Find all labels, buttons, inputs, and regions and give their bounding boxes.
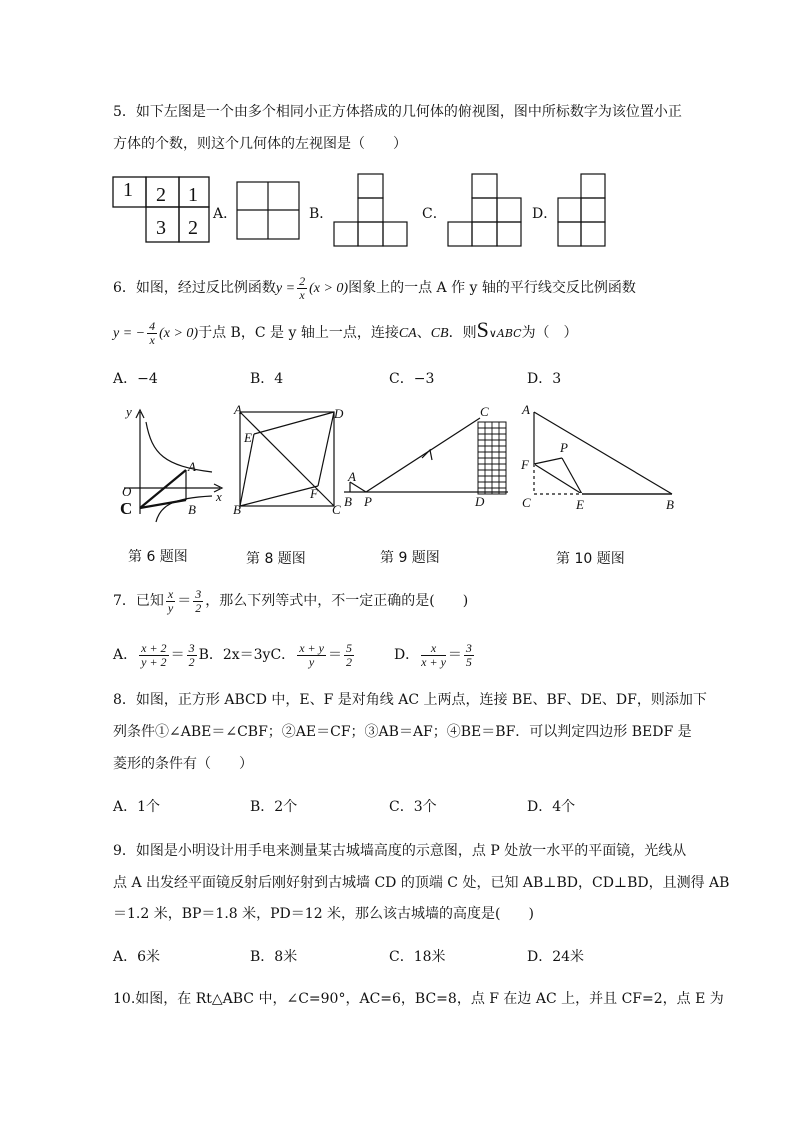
q5-grid-num: 1 (123, 179, 133, 201)
fig8-label-e: E (244, 430, 252, 445)
q5-line2: 方体的个数，则这个几何体的左视图是（ ） (113, 136, 407, 152)
fig9-label-a: A (348, 469, 356, 484)
fig10-label-a: A (522, 402, 530, 417)
q9-line3: ＝1.2 米，BP＝1.8 米，PD＝12 米，那么该古城墙的高度是( ) (113, 906, 534, 922)
q5-top-view-grid (112, 174, 212, 246)
q7-options (113, 638, 476, 672)
q8-option-d: D．4个 (527, 799, 576, 815)
q7-a-eq: ＝ (170, 647, 185, 663)
q6-stem-b: 图象上的一点 A 作 y 轴的平行线交反比例函数 (348, 280, 636, 296)
fig10-diagram (516, 404, 686, 518)
q7-stem-fraction: $\frac{x}{y}$ (167, 586, 174, 615)
q9-line2: 点 A 出发经平面镜反射后刚好射到古城墙 CD 的顶端 C 处，已知 AB⊥BD，CD⊥BD，且测得 AB (113, 875, 730, 891)
q8-option-c: C．3个 (389, 799, 437, 815)
q9-option-d: D．24米 (527, 949, 585, 965)
q7-a-ratio: $\frac{3}{2}$ (188, 640, 195, 669)
fig8-label-a: A (234, 402, 242, 417)
fig6-caption: 第 6 题图 (128, 549, 188, 565)
q7-d-fraction: $\frac{x}{x + y}$ (421, 640, 446, 669)
q9-option-b: B．8米 (250, 949, 298, 965)
q7-c-eq: ＝ (327, 647, 342, 663)
q6-stem-e: 为（ ） (521, 325, 578, 341)
q8-line1: 8．如图，正方形 ABCD 中，E、F 是对角线 AC 上两点，连接 BE、BF、DE、DF，则添加下 (113, 692, 707, 708)
fig6-label-b: B (188, 502, 196, 517)
q6-sep: 、 (416, 325, 431, 341)
q6-f1-lhs: y = (275, 281, 296, 296)
q7-c-ratio: $\frac{5}{2}$ (345, 640, 352, 669)
fig6-label-y: y (126, 404, 132, 419)
q6-f2-lhs: y = − (113, 326, 146, 341)
q5-choice-c-figure (447, 173, 523, 248)
q8-line3: 菱形的条件有（ ） (113, 756, 253, 772)
q10-line1: 10.如图，在 Rt△ABC 中，∠C=90°，AC=6，BC=8，点 F 在边 AC 上，并且 CF=2，点 E 为 (113, 991, 724, 1007)
q7-stem-ratio: $\frac{3}{2}$ (195, 586, 202, 615)
fig8-label-b: B (233, 502, 241, 517)
fig10-label-e: E (576, 497, 584, 512)
q5-choice-a-figure (236, 181, 300, 241)
fig10-label-b: B (666, 497, 674, 512)
q8-option-a: A．1个 (113, 799, 161, 815)
q6-f1-fraction: $\frac{2}{x}$ (299, 273, 306, 302)
fig6-label-o: O (122, 484, 132, 499)
q6-area-symbol: S (476, 317, 489, 342)
fig9-label-b: B (344, 494, 352, 509)
q5-line1: 5．如下左图是一个由多个相同小正方体搭成的几何体的俯视图，图中所标数字为该位置小正 (113, 104, 682, 120)
q5-grid-num: 2 (156, 184, 166, 206)
q9-option-c: C．18米 (389, 949, 446, 965)
q8-line2: 列条件①∠ABE＝∠CBF；②AE＝CF；③AB＝AF；④BE＝BF．可以判定四边形 BEDF 是 (113, 724, 692, 740)
fig8-label-d: D (334, 406, 344, 421)
fig9-label-p: P (364, 494, 372, 509)
fig10-caption: 第 10 题图 (556, 551, 625, 567)
q6-option-c: C．−3 (389, 371, 435, 387)
q9-line1: 9．如图是小明设计用手电来测量某古城墙高度的示意图，点 P 处放一水平的平面镜，光线从 (113, 843, 687, 859)
q5-grid-num: 3 (156, 217, 166, 239)
q5-grid-num: 1 (188, 184, 198, 206)
q5-grid-num: 2 (188, 217, 198, 239)
q6-f2-cond: (x > 0) (159, 326, 199, 341)
q6-option-a: A．−4 (113, 371, 158, 387)
fig10-label-f: F (521, 457, 529, 472)
q6-option-b: B．4 (250, 371, 284, 387)
q5-choice-d-label: D． (532, 206, 558, 222)
q5-choice-b-figure (333, 173, 409, 248)
q7-stem-eq: ＝ (177, 593, 192, 609)
q6-area-subscript: ∨ABC (488, 327, 522, 340)
q5-choice-d-figure (557, 173, 607, 248)
q6-stem-d: ．则 (448, 325, 477, 341)
fig9-label-c: C (480, 404, 489, 419)
q7-a-label: A． (113, 647, 138, 663)
fig9-caption: 第 9 题图 (380, 550, 440, 566)
fig8-diagram (232, 404, 348, 518)
fig6-diagram (116, 404, 228, 524)
q6-line2 (113, 314, 578, 346)
q7-stem-b: ，那么下列等式中，不一定正确的是( ) (205, 593, 469, 609)
q8-option-b: B．2个 (250, 799, 298, 815)
q6-stem-a: 6．如图，经过反比例函数 (113, 280, 276, 296)
q5-choice-b-label: B． (309, 206, 334, 222)
fig8-label-f: F (310, 486, 318, 501)
q7-stem-a: 7．已知 (113, 593, 164, 609)
q6-f2-fraction: $\frac{4}{x}$ (149, 318, 156, 347)
q6-stem-c: 于点 B，C 是 y 轴上一点，连接 (198, 325, 399, 341)
q6-ca: CA (398, 326, 417, 341)
q5-choice-a-label: A． (213, 206, 238, 222)
q7-a-fraction: $\frac{x + 2}{y + 2}$ (141, 640, 167, 669)
fig6-label-a: A (188, 459, 196, 474)
q7-d-eq: ＝ (447, 647, 462, 663)
q6-cb: CB (430, 326, 449, 341)
q5-choice-c-label: C． (422, 206, 447, 222)
q7-c-fraction: $\frac{x + y}{y}$ (299, 640, 324, 669)
fig9-diagram (342, 404, 512, 518)
q7-d-ratio: $\frac{3}{5}$ (465, 640, 472, 669)
q6-option-d: D．3 (527, 371, 562, 387)
q7-stem (113, 585, 468, 617)
q9-option-a: A．6米 (113, 949, 161, 965)
fig10-label-p: P (560, 440, 568, 455)
fig8-caption: 第 8 题图 (246, 551, 306, 567)
q7-d-label: D． (393, 647, 420, 663)
q7-b-text: B．2x＝3yC． (198, 647, 296, 663)
q6-f1-cond: (x > 0) (309, 281, 349, 296)
fig8-label-c: C (332, 502, 341, 517)
fig6-label-x: x (216, 489, 222, 504)
fig9-label-d: D (475, 494, 485, 509)
fig6-label-c: C (120, 499, 133, 518)
fig10-label-c: C (522, 495, 531, 510)
q6-line1 (113, 274, 636, 302)
